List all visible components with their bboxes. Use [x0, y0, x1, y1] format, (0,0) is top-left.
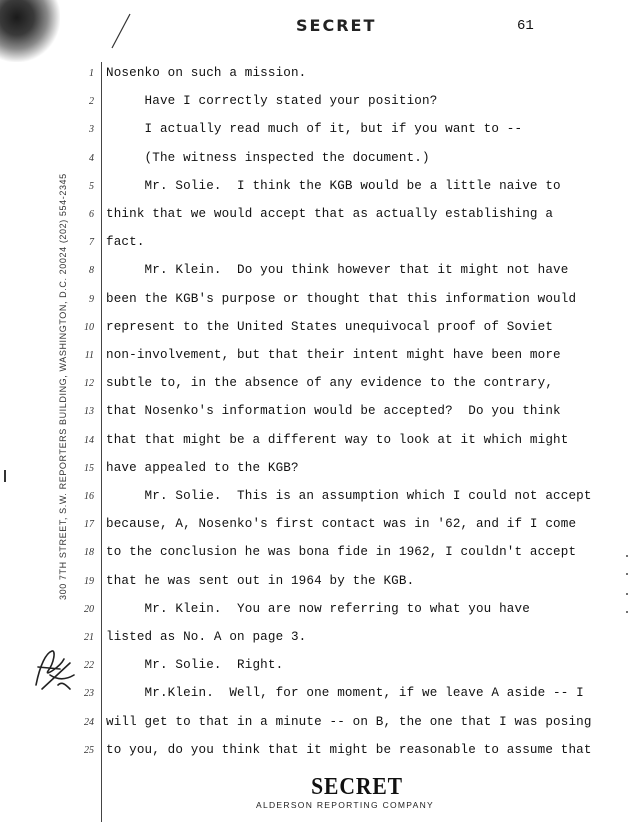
line-number: 14 [84, 434, 94, 446]
line-number: 22 [84, 660, 94, 672]
line-number: 21 [84, 632, 94, 643]
transcript-line: Nosenko on such a mission. [106, 66, 307, 80]
line-number: 5 [89, 180, 94, 192]
line-number: 15 [84, 462, 94, 474]
transcript-line: to you, do you think that it might be reasonable to assume that [106, 742, 592, 757]
line-number: 25 [84, 744, 94, 756]
line-number: 3 [89, 124, 94, 136]
transcript-line: that Nosenko's information would be accepted? Do you think [106, 404, 561, 419]
line-number: 1 [89, 68, 94, 79]
transcript-line: Mr. Solie. I think the KGB would be a little naive to [106, 178, 561, 193]
transcript-line: Mr. Klein. You are now referring to what you have [106, 601, 530, 616]
line-number: 8 [89, 265, 94, 277]
line-number: 12 [84, 378, 94, 390]
transcript-line: represent to the United States unequivocal proof of Soviet [106, 319, 554, 334]
corner-scan-smudge [0, 0, 60, 62]
handwritten-initials-icon [30, 645, 80, 693]
line-number: 17 [84, 519, 94, 531]
transcript-line: to the conclusion he was bona fide in 1962, I couldn't accept [106, 545, 577, 560]
transcript-line: non-involvement, but that their intent might have been more [106, 348, 561, 362]
edge-dots-icon [624, 550, 630, 620]
line-number: 24 [84, 716, 94, 728]
line-number: 2 [89, 96, 94, 108]
transcript-line: will get to that in a minute -- on B, the one that I was posing [106, 714, 592, 729]
line-number: 4 [89, 152, 94, 164]
margin-rule [101, 62, 102, 822]
line-number: 10 [84, 321, 94, 333]
line-number: 19 [84, 575, 94, 587]
transcript-line: because, A, Nosenko's first contact was in '62, and if I come [106, 517, 577, 532]
line-number: 6 [89, 209, 94, 220]
transcript-line: that he was sent out in 1964 by the KGB. [106, 573, 415, 588]
page-number: 61 [517, 18, 534, 34]
transcript-line: that that might be a different way to look at it which might [106, 432, 569, 447]
margin-tick [4, 470, 6, 482]
line-number: 16 [84, 491, 94, 502]
line-number: 20 [84, 603, 94, 615]
transcript-line: (The witness inspected the document.) [106, 150, 430, 165]
transcript-line: been the KGB's purpose or thought that this information would [106, 291, 577, 306]
transcript-line: fact. [106, 235, 145, 250]
classification-stamp-bottom: SECRET [311, 774, 403, 800]
pen-mark-icon [108, 12, 132, 52]
line-number: 11 [84, 350, 94, 361]
line-number: 13 [84, 406, 94, 418]
transcript-line: have appealed to the KGB? [106, 460, 299, 475]
reporter-address: 300 7TH STREET, S.W. REPORTERS BUILDING, WASHINGTON, D.C. 20024 (202) 554-2345 [58, 173, 68, 600]
transcript-line: Mr. Solie. Right. [106, 658, 284, 673]
line-number: 18 [84, 547, 94, 559]
transcript-line: think that we would accept that as actually establishing a [106, 207, 554, 221]
classification-stamp-top: SECRET [296, 16, 377, 35]
transcript-line: listed as No. A on page 3. [106, 630, 307, 644]
line-number: 9 [89, 293, 94, 305]
reporting-company: ALDERSON REPORTING COMPANY [256, 800, 435, 810]
line-number: 23 [84, 688, 94, 700]
transcript-line: Have I correctly stated your position? [106, 94, 438, 109]
line-number: 7 [89, 237, 94, 249]
transcript-line: Mr. Solie. This is an assumption which I could not accept [106, 489, 592, 503]
transcript-line: subtle to, in the absence of any evidence to the contrary, [106, 376, 554, 391]
transcript-line: Mr.Klein. Well, for one moment, if we leave A aside -- I [106, 686, 584, 701]
transcript-line: I actually read much of it, but if you want to -- [106, 122, 523, 137]
transcript-line: Mr. Klein. Do you think however that it might not have [106, 263, 569, 278]
